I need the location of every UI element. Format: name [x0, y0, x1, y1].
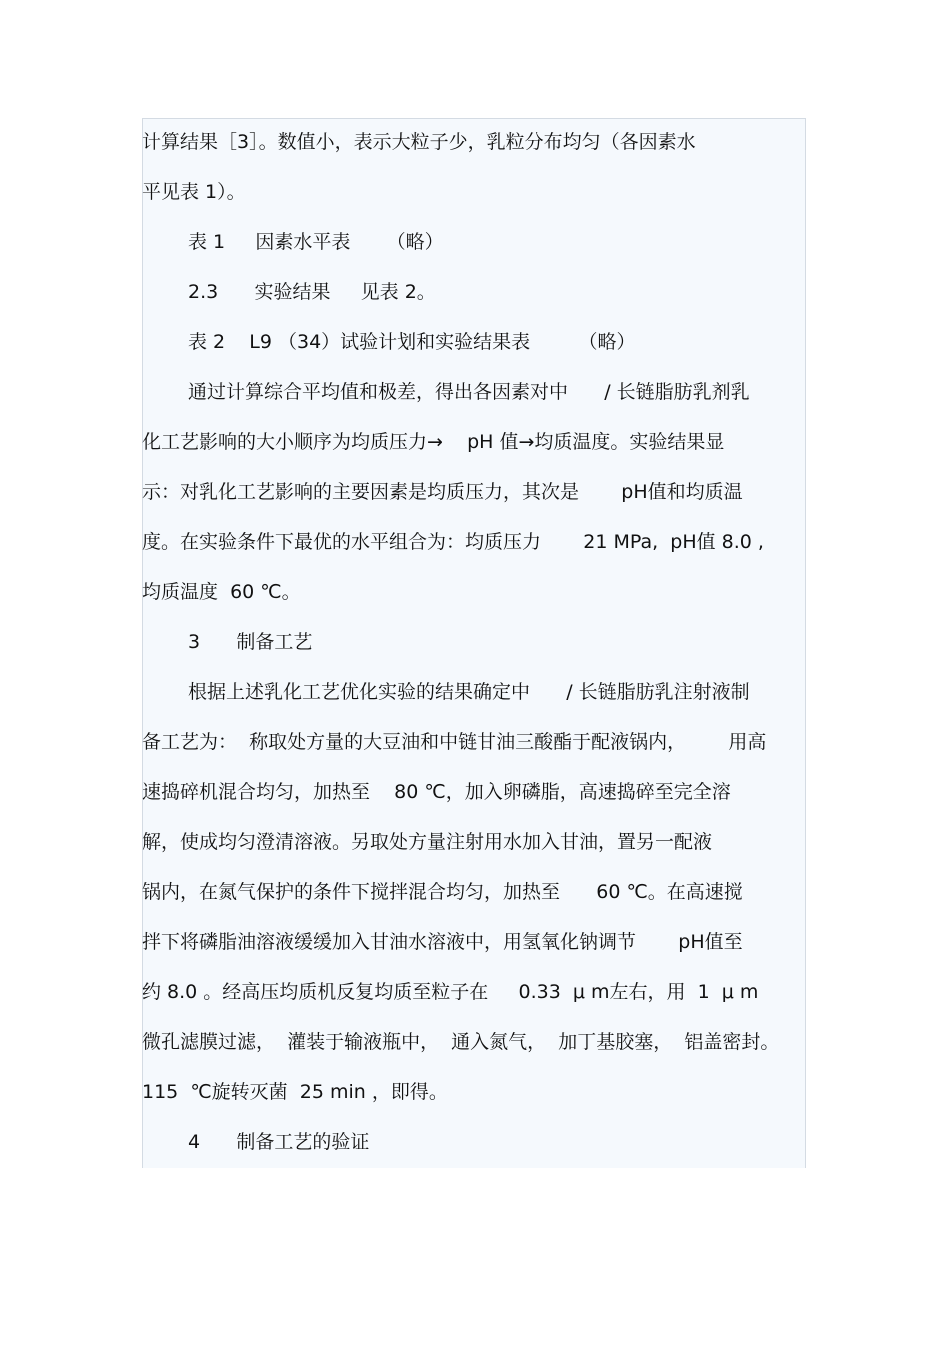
text-line: 115 ℃旋转灭菌 25 min ，即得。	[142, 1081, 448, 1103]
section-heading-2-3: 2.3 实验结果 见表 2。	[188, 281, 436, 303]
section-heading-4: 4 制备工艺的验证	[188, 1131, 370, 1153]
text-line: 化工艺影响的大小顺序为均质压力→ pH 值→均质温度。实验结果显	[142, 431, 725, 453]
text-line: 均质温度 60 ℃。	[142, 581, 301, 603]
text-line: 微孔滤膜过滤， 灌装于输液瓶中， 通入氮气， 加丁基胶塞， 铝盖密封。	[142, 1031, 780, 1053]
text-line: 锅内，在氮气保护的条件下搅拌混合均匀，加热至 60 ℃。在高速搅	[142, 881, 743, 903]
section-heading-3: 3 制备工艺	[188, 631, 313, 653]
text-line: 约 8.0 。经高压均质机反复均质至粒子在 0.33 μ m左右，用 1 μ m	[142, 981, 759, 1003]
table-1-caption: 表 1 因素水平表 （略）	[188, 231, 444, 253]
text-line: 计算结果［3］。数值小，表示大粒子少，乳粒分布均匀（各因素水	[142, 131, 696, 153]
text-line: 度。在实验条件下最优的水平组合为：均质压力 21 MPa, pH值 8.0 ,	[142, 531, 764, 553]
table-2-caption: 表 2 L9 （34）试验计划和实验结果表 （略）	[188, 331, 636, 353]
text-line: 拌下将磷脂油溶液缓缓加入甘油水溶液中，用氢氧化钠调节 pH值至	[142, 931, 743, 953]
text-line: 示：对乳化工艺影响的主要因素是均质压力，其次是 pH值和均质温	[142, 481, 743, 503]
text-line: 解，使成均匀澄清溶液。另取处方量注射用水加入甘油，置另一配液	[142, 831, 713, 853]
text-line: 通过计算综合平均值和极差，得出各因素对中 / 长链脂肪乳剂乳	[188, 381, 750, 403]
text-line: 平见表 1）。	[142, 181, 246, 203]
text-line: 备工艺为： 称取处方量的大豆油和中链甘油三酸酯于配液锅内， 用高	[142, 731, 767, 753]
text-line: 速捣碎机混合均匀，加热至 80 ℃，加入卵磷脂，高速捣碎至完全溶	[142, 781, 731, 803]
text-line: 根据上述乳化工艺优化实验的结果确定中 / 长链脂肪乳注射液制	[188, 681, 750, 703]
